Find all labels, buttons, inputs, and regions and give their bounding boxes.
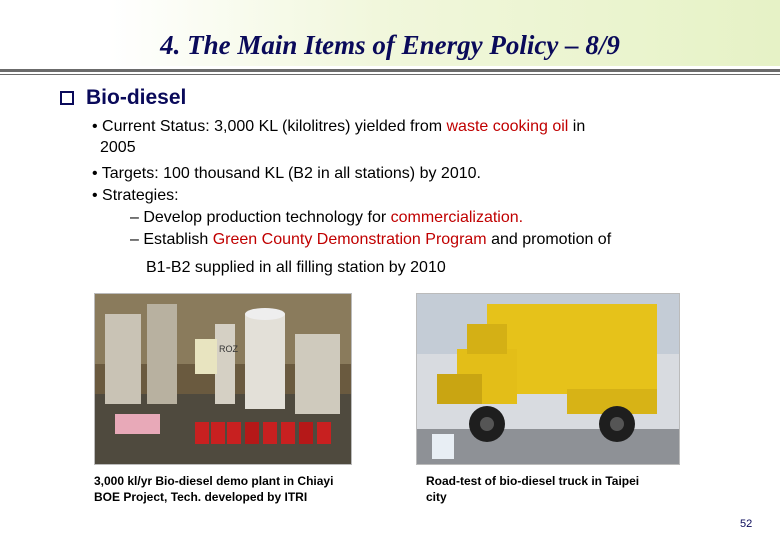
right-caption-line1: Road-test of bio-diesel truck in Taipei [426, 474, 640, 488]
right-photo-caption [426, 473, 639, 505]
section-title: Bio-diesel [86, 86, 187, 109]
bullet-status [92, 116, 585, 137]
strategy-1-highlight: commercialization. [390, 209, 524, 226]
strategy-2-text-end: and promotion of [486, 231, 612, 248]
left-caption-line2: BOE Project, Tech. developed by ITRI [94, 490, 308, 504]
right-caption-line2: city [426, 490, 447, 504]
checkbox-bullet-icon [60, 91, 74, 105]
strategy-2-text: – Establish [130, 231, 213, 248]
status-text: • Current Status: 3,000 KL (kilolitres) yielded from [92, 118, 447, 135]
status-text-end: in [568, 118, 586, 135]
left-caption-line1: 3,000 kl/yr Bio-diesel demo plant in Chiayi [94, 474, 334, 488]
strategy-2-line2: B1-B2 supplied in all filling station by 2010 [146, 259, 446, 276]
bullet-strategies: • Strategies: [92, 187, 179, 204]
biodiesel-plant-photo [94, 293, 352, 465]
strategy-2 [130, 229, 611, 250]
page-title: 4. The Main Items of Energy Policy – 8/9 [160, 30, 620, 60]
strategy-1 [130, 207, 523, 228]
page-number: 52 [740, 518, 753, 530]
plant-sign-text: ROZ [219, 344, 238, 354]
bullet-targets: • Targets: 100 thousand KL (B2 in all stations) by 2010. [92, 165, 481, 182]
strategy-1-text: – Develop production technology for [130, 209, 391, 226]
status-highlight: waste cooking oil [446, 118, 569, 135]
left-photo-caption [94, 473, 333, 505]
title-divider [0, 69, 780, 72]
bullet-status-line2: 2005 [100, 139, 136, 156]
truck-illustration [417, 294, 679, 464]
biodiesel-truck-photo [416, 293, 680, 465]
title-divider-thin [0, 74, 780, 75]
section-heading [60, 86, 186, 110]
strategy-2-highlight: Green County Demonstration Program [212, 231, 487, 248]
plant-illustration [95, 294, 351, 464]
